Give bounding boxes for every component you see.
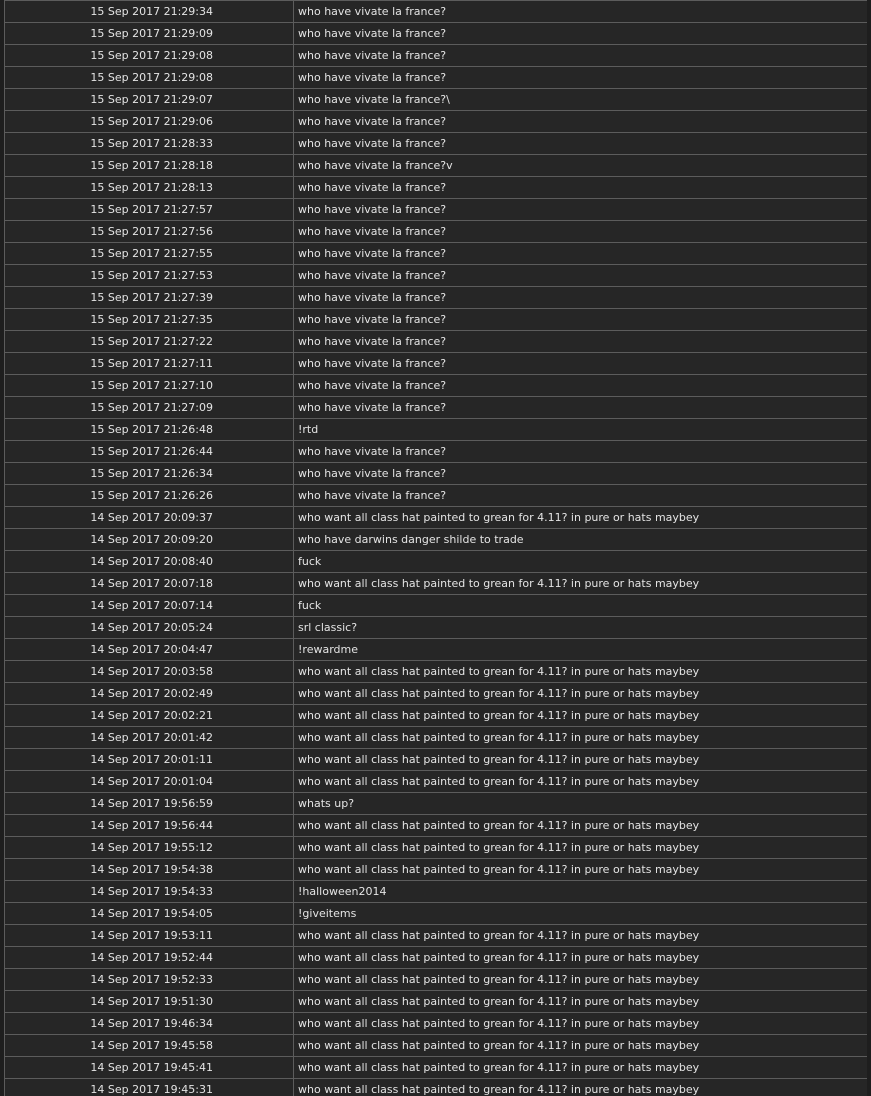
table-row <box>5 1013 868 1035</box>
message-timestamp: 15 Sep 2017 21:29:08 <box>5 45 294 67</box>
message-text: fuck <box>294 595 868 617</box>
message-timestamp: 14 Sep 2017 19:46:34 <box>5 1013 294 1035</box>
message-timestamp: 14 Sep 2017 20:09:20 <box>5 529 294 551</box>
message-text: who have vivate la france? <box>294 23 868 45</box>
message-text: who have vivate la france? <box>294 331 868 353</box>
message-text: who want all class hat painted to grean for 4.11? in pure or hats maybey <box>294 925 868 947</box>
message-text: who want all class hat painted to grean for 4.11? in pure or hats maybey <box>294 771 868 793</box>
table-row <box>5 683 868 705</box>
message-timestamp: 15 Sep 2017 21:28:33 <box>5 133 294 155</box>
message-text: who have vivate la france? <box>294 441 868 463</box>
message-timestamp: 15 Sep 2017 21:27:22 <box>5 331 294 353</box>
message-timestamp: 14 Sep 2017 19:55:12 <box>5 837 294 859</box>
message-text: who have vivate la france? <box>294 1 868 23</box>
message-timestamp: 15 Sep 2017 21:27:10 <box>5 375 294 397</box>
table-row <box>5 859 868 881</box>
message-text: who want all class hat painted to grean for 4.11? in pure or hats maybey <box>294 683 868 705</box>
message-timestamp: 14 Sep 2017 19:52:44 <box>5 947 294 969</box>
message-text: who want all class hat painted to grean for 4.11? in pure or hats maybey <box>294 705 868 727</box>
table-row <box>5 463 868 485</box>
message-text: who have vivate la france? <box>294 45 868 67</box>
message-timestamp: 15 Sep 2017 21:27:11 <box>5 353 294 375</box>
message-timestamp: 14 Sep 2017 19:56:59 <box>5 793 294 815</box>
table-row <box>5 793 868 815</box>
table-row <box>5 815 868 837</box>
message-timestamp: 14 Sep 2017 20:02:49 <box>5 683 294 705</box>
message-timestamp: 15 Sep 2017 21:27:39 <box>5 287 294 309</box>
message-text: who want all class hat painted to grean for 4.11? in pure or hats maybey <box>294 859 868 881</box>
message-text: who want all class hat painted to grean for 4.11? in pure or hats maybey <box>294 1079 868 1096</box>
table-row <box>5 111 868 133</box>
message-text: who have vivate la france? <box>294 375 868 397</box>
message-timestamp: 14 Sep 2017 20:04:47 <box>5 639 294 661</box>
message-text: who have vivate la france? <box>294 397 868 419</box>
message-timestamp: 15 Sep 2017 21:27:56 <box>5 221 294 243</box>
message-text: who want all class hat painted to grean for 4.11? in pure or hats maybey <box>294 727 868 749</box>
table-row <box>5 23 868 45</box>
message-text: who want all class hat painted to grean for 4.11? in pure or hats maybey <box>294 991 868 1013</box>
table-row <box>5 397 868 419</box>
table-row <box>5 705 868 727</box>
message-text: who have vivate la france? <box>294 111 868 133</box>
table-row <box>5 1 868 23</box>
message-timestamp: 14 Sep 2017 19:52:33 <box>5 969 294 991</box>
message-text: who have darwins danger shilde to trade <box>294 529 868 551</box>
message-text: who want all class hat painted to grean for 4.11? in pure or hats maybey <box>294 507 868 529</box>
message-timestamp: 14 Sep 2017 19:54:33 <box>5 881 294 903</box>
message-text: who have vivate la france? <box>294 177 868 199</box>
message-text: fuck <box>294 551 868 573</box>
table-row <box>5 1057 868 1079</box>
table-row <box>5 419 868 441</box>
message-timestamp: 14 Sep 2017 19:54:05 <box>5 903 294 925</box>
message-text: who want all class hat painted to grean for 4.11? in pure or hats maybey <box>294 1013 868 1035</box>
message-timestamp: 14 Sep 2017 20:03:58 <box>5 661 294 683</box>
message-timestamp: 15 Sep 2017 21:29:09 <box>5 23 294 45</box>
message-text: who want all class hat painted to grean for 4.11? in pure or hats maybey <box>294 1057 868 1079</box>
table-row <box>5 507 868 529</box>
message-text: who have vivate la france? <box>294 133 868 155</box>
table-row <box>5 969 868 991</box>
table-row <box>5 881 868 903</box>
message-timestamp: 15 Sep 2017 21:29:08 <box>5 67 294 89</box>
table-row <box>5 1035 868 1057</box>
table-row <box>5 551 868 573</box>
table-row <box>5 89 868 111</box>
message-timestamp: 14 Sep 2017 19:51:30 <box>5 991 294 1013</box>
table-row <box>5 947 868 969</box>
message-timestamp: 15 Sep 2017 21:27:35 <box>5 309 294 331</box>
message-text: whats up? <box>294 793 868 815</box>
table-row <box>5 529 868 551</box>
message-text: who have vivate la france? <box>294 309 868 331</box>
message-text: who have vivate la france? <box>294 353 868 375</box>
table-row <box>5 441 868 463</box>
message-timestamp: 14 Sep 2017 20:08:40 <box>5 551 294 573</box>
table-row <box>5 199 868 221</box>
table-row <box>5 617 868 639</box>
message-timestamp: 14 Sep 2017 20:01:11 <box>5 749 294 771</box>
message-text: who have vivate la france? <box>294 287 868 309</box>
message-text: who have vivate la france? <box>294 485 868 507</box>
table-row <box>5 749 868 771</box>
message-timestamp: 14 Sep 2017 20:01:42 <box>5 727 294 749</box>
message-timestamp: 14 Sep 2017 20:07:18 <box>5 573 294 595</box>
table-row <box>5 67 868 89</box>
message-text: srl classic? <box>294 617 868 639</box>
message-timestamp: 15 Sep 2017 21:26:34 <box>5 463 294 485</box>
message-timestamp: 15 Sep 2017 21:27:57 <box>5 199 294 221</box>
table-row <box>5 331 868 353</box>
message-text: who want all class hat painted to grean for 4.11? in pure or hats maybey <box>294 749 868 771</box>
table-row <box>5 287 868 309</box>
table-row <box>5 353 868 375</box>
message-timestamp: 14 Sep 2017 19:53:11 <box>5 925 294 947</box>
message-timestamp: 15 Sep 2017 21:27:53 <box>5 265 294 287</box>
table-row <box>5 837 868 859</box>
table-row <box>5 265 868 287</box>
message-timestamp: 14 Sep 2017 20:02:21 <box>5 705 294 727</box>
message-text: who want all class hat painted to grean for 4.11? in pure or hats maybey <box>294 947 868 969</box>
message-text: who want all class hat painted to grean for 4.11? in pure or hats maybey <box>294 837 868 859</box>
message-timestamp: 15 Sep 2017 21:29:07 <box>5 89 294 111</box>
table-row <box>5 661 868 683</box>
message-text: who want all class hat painted to grean for 4.11? in pure or hats maybey <box>294 573 868 595</box>
table-row <box>5 485 868 507</box>
message-timestamp: 14 Sep 2017 20:05:24 <box>5 617 294 639</box>
chat-log-table <box>4 0 868 1096</box>
table-row <box>5 309 868 331</box>
message-timestamp: 14 Sep 2017 19:45:41 <box>5 1057 294 1079</box>
message-text: who have vivate la france? <box>294 265 868 287</box>
message-timestamp: 15 Sep 2017 21:27:09 <box>5 397 294 419</box>
message-timestamp: 15 Sep 2017 21:26:48 <box>5 419 294 441</box>
table-row <box>5 155 868 177</box>
message-text: who want all class hat painted to grean for 4.11? in pure or hats maybey <box>294 661 868 683</box>
message-text: who have vivate la france? <box>294 243 868 265</box>
message-timestamp: 14 Sep 2017 19:45:58 <box>5 1035 294 1057</box>
message-text: who have vivate la france? <box>294 67 868 89</box>
table-row <box>5 727 868 749</box>
message-text: !rewardme <box>294 639 868 661</box>
table-row <box>5 243 868 265</box>
message-timestamp: 14 Sep 2017 19:54:38 <box>5 859 294 881</box>
table-row <box>5 573 868 595</box>
message-timestamp: 15 Sep 2017 21:28:13 <box>5 177 294 199</box>
message-timestamp: 15 Sep 2017 21:27:55 <box>5 243 294 265</box>
message-timestamp: 14 Sep 2017 19:56:44 <box>5 815 294 837</box>
message-text: who have vivate la france? <box>294 221 868 243</box>
message-timestamp: 14 Sep 2017 20:01:04 <box>5 771 294 793</box>
table-row <box>5 221 868 243</box>
message-timestamp: 14 Sep 2017 19:45:31 <box>5 1079 294 1096</box>
table-row <box>5 771 868 793</box>
chat-log-rows <box>5 1 868 1096</box>
message-timestamp: 14 Sep 2017 20:09:37 <box>5 507 294 529</box>
message-text: who want all class hat painted to grean for 4.11? in pure or hats maybey <box>294 1035 868 1057</box>
message-text: who have vivate la france? <box>294 463 868 485</box>
message-timestamp: 15 Sep 2017 21:29:34 <box>5 1 294 23</box>
message-timestamp: 14 Sep 2017 20:07:14 <box>5 595 294 617</box>
message-text: who want all class hat painted to grean for 4.11? in pure or hats maybey <box>294 815 868 837</box>
message-text: !halloween2014 <box>294 881 868 903</box>
message-text: who have vivate la france? <box>294 199 868 221</box>
message-text: !rtd <box>294 419 868 441</box>
table-row <box>5 639 868 661</box>
table-row <box>5 177 868 199</box>
table-row <box>5 45 868 67</box>
message-text: who have vivate la france?v <box>294 155 868 177</box>
table-row <box>5 991 868 1013</box>
table-row <box>5 903 868 925</box>
table-row <box>5 595 868 617</box>
table-row <box>5 133 868 155</box>
message-text: who have vivate la france?\ <box>294 89 868 111</box>
table-row <box>5 925 868 947</box>
message-timestamp: 15 Sep 2017 21:26:26 <box>5 485 294 507</box>
table-row <box>5 1079 868 1096</box>
message-text: !giveitems <box>294 903 868 925</box>
message-text: who want all class hat painted to grean for 4.11? in pure or hats maybey <box>294 969 868 991</box>
message-timestamp: 15 Sep 2017 21:28:18 <box>5 155 294 177</box>
message-timestamp: 15 Sep 2017 21:29:06 <box>5 111 294 133</box>
table-row <box>5 375 868 397</box>
message-timestamp: 15 Sep 2017 21:26:44 <box>5 441 294 463</box>
right-edge <box>867 0 871 1096</box>
